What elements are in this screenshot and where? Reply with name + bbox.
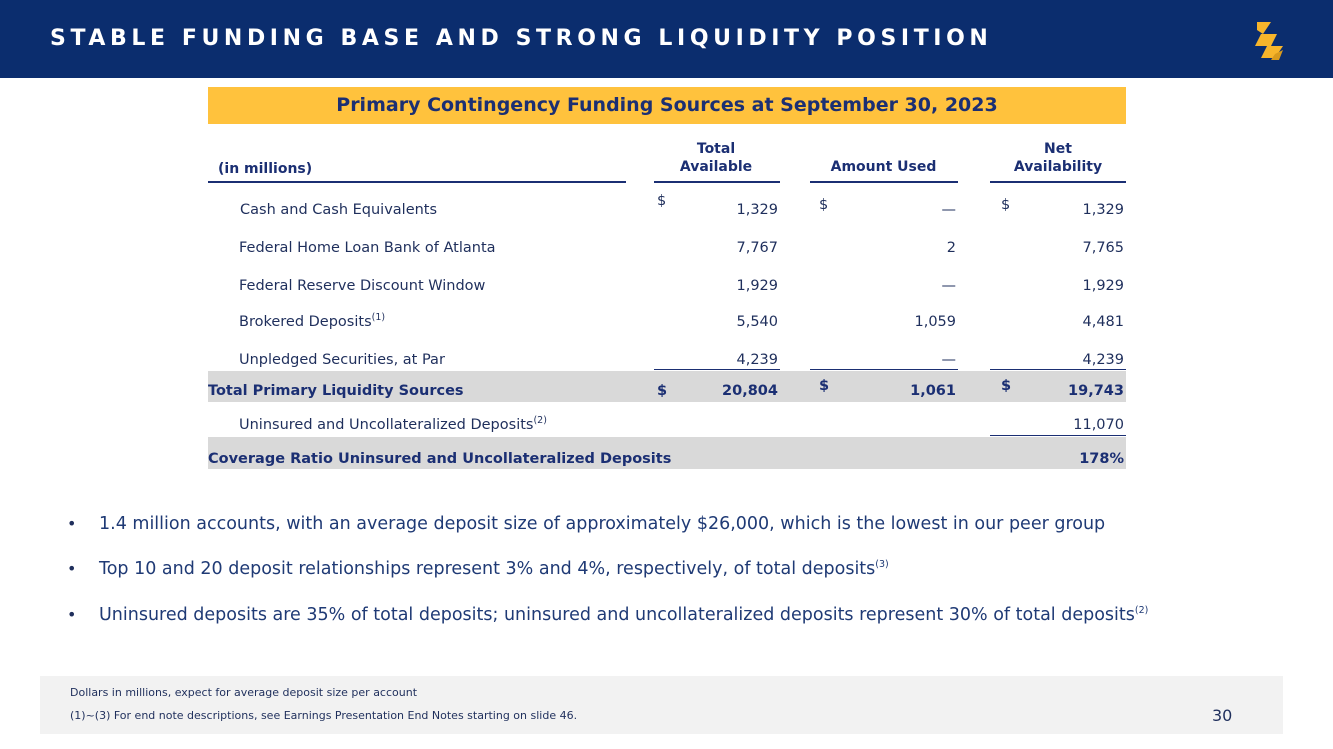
page-title: STABLE FUNDING BASE AND STRONG LIQUIDITY POSITION: [50, 26, 993, 51]
total-used-value: 1,061: [910, 383, 956, 399]
bullet-text: Top 10 and 20 deposit relationships represent 3% and 4%, respectively, of total deposits$^{(3)}$: [99, 559, 889, 579]
cell-net: 4,481: [1082, 314, 1124, 330]
cell-net: 7,765: [1082, 240, 1124, 256]
bullet-dot: •: [67, 559, 77, 578]
total-label: Total Primary Liquidity Sources: [208, 383, 464, 399]
cell-used: 1,059: [914, 314, 956, 330]
col-header-used-text: Amount Used: [830, 159, 937, 175]
footer-notes: [40, 676, 1283, 734]
cell-total: 7,767: [736, 240, 778, 256]
cell-used: —: [941, 202, 956, 218]
header-bar: [0, 0, 1333, 78]
row-label: Federal Reserve Discount Window: [239, 278, 486, 294]
cell-used: —: [941, 352, 956, 368]
cell-used: 2: [946, 240, 956, 256]
row-label: Unpledged Securities, at Par: [239, 352, 445, 368]
bullet-dot: •: [67, 605, 77, 624]
dollar-sign: $: [1001, 378, 1012, 394]
col-header-total-line2: Available: [679, 159, 753, 175]
bullet-text: Uninsured deposits are 35% of total deposits; uninsured and uncollateralized deposits represent 30% of total deposits$^{(2)}$: [99, 605, 1149, 625]
unit-label-text: (in millions): [218, 161, 313, 177]
col-header-total-available: [660, 140, 772, 176]
header-underline-net: [990, 181, 1126, 183]
dollar-sign: $: [657, 193, 667, 209]
footer-note-endnotes: (1)~(3) For end note descriptions, see Earnings Presentation End Notes starting on slide 46.: [70, 709, 578, 722]
coverage-value: 178%: [1079, 451, 1124, 467]
dollar-sign: $: [819, 197, 829, 213]
row-label: Federal Home Loan Bank of Atlanta: [239, 240, 496, 256]
dollar-sign: $: [819, 378, 830, 394]
table-title-banner: [208, 87, 1126, 124]
col-header-net-line2: Availability: [1013, 159, 1103, 175]
col-header-net-line1: Net: [1044, 141, 1072, 157]
subtotal-rule-used: [810, 369, 958, 370]
col-header-total-line1: Total: [696, 141, 736, 157]
bullet-text: 1.4 million accounts, with an average deposit size of approximately $26,000, which is the lowest in our peer group: [99, 514, 1106, 534]
cell-total: 5,540: [736, 314, 778, 330]
cell-net: 4,239: [1082, 352, 1124, 368]
footnote-ref: (2): [1134, 605, 1149, 617]
cell-total: 4,239: [736, 352, 778, 368]
footer-note-dollars: Dollars in millions, expect for average deposit size per account: [70, 686, 418, 699]
header-underline-label: [208, 181, 626, 183]
cell-used: —: [941, 278, 956, 294]
footnote-ref: (1): [371, 312, 386, 324]
uninsured-rule: [990, 435, 1126, 436]
total-available-value: 20,804: [722, 383, 778, 399]
bullet-dot: •: [67, 514, 77, 533]
header-underline-total: [654, 181, 780, 183]
ribbon-s-logo-icon: [1253, 20, 1285, 62]
page-number: 30: [1212, 706, 1233, 725]
table-title: Primary Contingency Funding Sources at September 30, 2023: [336, 94, 998, 116]
cell-net: 1,929: [1082, 278, 1124, 294]
uninsured-label: Uninsured and Uncollateralized Deposits$^{(2)}$: [239, 415, 547, 433]
cell-net: 1,329: [1082, 202, 1124, 218]
subtotal-rule-net: [990, 369, 1126, 370]
uninsured-net-value: 11,070: [1073, 417, 1124, 433]
subtotal-rule-total: [654, 369, 780, 370]
cell-total: 1,329: [736, 202, 778, 218]
footnote-ref: (3): [875, 559, 889, 571]
row-label: Brokered Deposits$^{(1)}$: [239, 312, 386, 330]
footnote-ref: (2): [533, 415, 547, 427]
header-underline-used: [810, 181, 958, 183]
col-header-net-availability: [998, 140, 1118, 176]
dollar-sign: $: [657, 383, 668, 399]
total-net-value: 19,743: [1068, 383, 1124, 399]
dollar-sign: $: [1001, 197, 1011, 213]
row-label: Cash and Cash Equivalents: [240, 202, 438, 218]
unit-label: [218, 160, 312, 178]
cell-total: 1,929: [736, 278, 778, 294]
coverage-label: Coverage Ratio Uninsured and Uncollateralized Deposits: [208, 451, 672, 467]
col-header-amount-used: [815, 158, 952, 176]
